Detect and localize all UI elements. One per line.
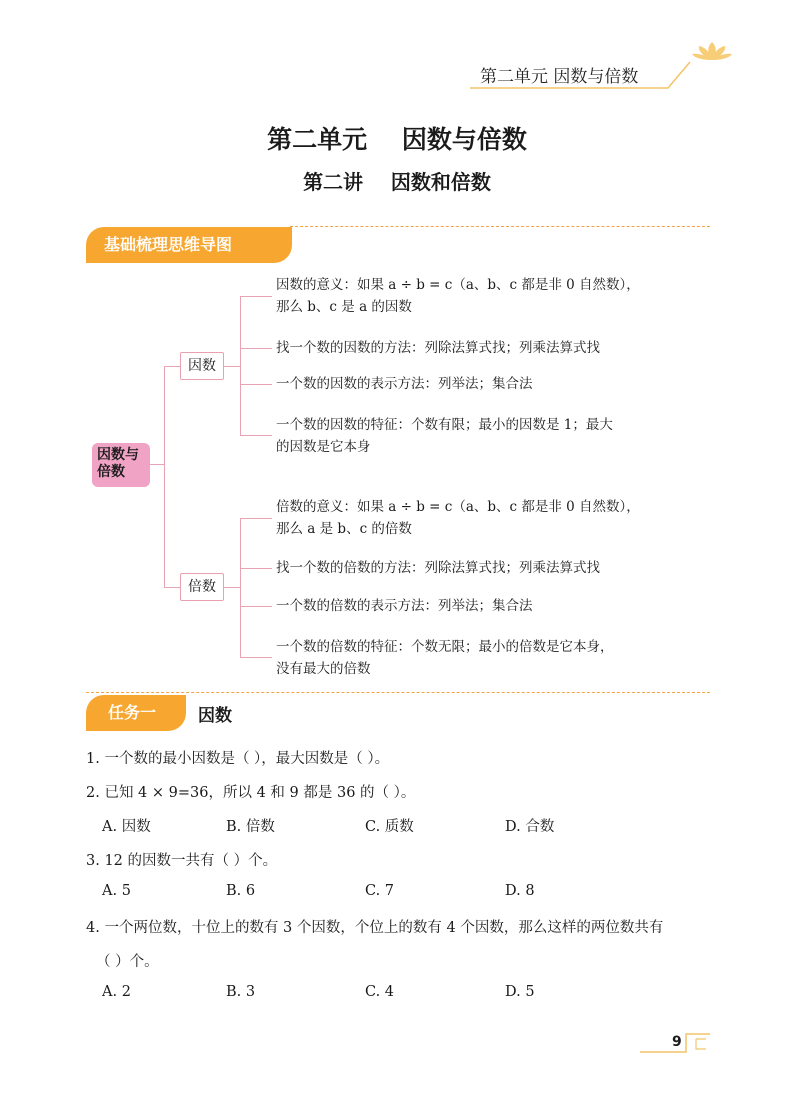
- option-d: D. 合数: [505, 819, 555, 835]
- option-b: B. 倍数: [226, 819, 275, 835]
- page-number: 9: [672, 1034, 682, 1050]
- mindmap-leaf: 找一个数的倍数的方法：列除法算式找；列乘法算式找: [276, 560, 600, 576]
- option-a: A. 2: [102, 984, 131, 1000]
- mindmap-root-node: [92, 443, 150, 487]
- mindmap-branch-factor: [180, 352, 224, 380]
- mindmap-leaf: 一个数的倍数的特征：个数无限；最小的倍数是它本身， 没有最大的倍数: [276, 639, 614, 677]
- unit-title: 第二单元 因数与倍数: [267, 125, 527, 154]
- section-tab-label: 基础梳理思维导图: [104, 235, 233, 254]
- mindmap-branch-factor-label: 因数: [188, 358, 216, 374]
- option-b: B. 6: [226, 883, 256, 899]
- running-header-title: 第二单元 因数与倍数: [480, 67, 639, 87]
- option-a: A. 5: [102, 883, 131, 899]
- question-4: 4. 一个两位数，十位上的数有 3 个因数，个位上的数有 4 个因数，那么这样的两位数共有: [86, 920, 664, 936]
- option-c: C. 质数: [365, 819, 414, 835]
- mindmap-leaf: 一个数的因数的特征：个数有限；最小的因数是 1；最大 的因数是它本身: [276, 417, 613, 455]
- question-4-continued: （ ）个。: [96, 954, 159, 970]
- running-header: [0, 0, 794, 95]
- section-divider: [86, 692, 710, 693]
- lesson-title: 第二讲 因数和倍数: [303, 170, 491, 194]
- mindmap-leaf: 一个数的倍数的表示方法：列举法；集合法: [276, 598, 533, 614]
- section-divider: [290, 226, 710, 227]
- mindmap-leaf: 一个数的因数的表示方法：列举法；集合法: [276, 376, 533, 392]
- mindmap-leaf: 倍数的意义：如果 a ÷ b = c（a、b、c 都是非 0 自然数）， 那么 a 是 b、c 的倍数: [276, 499, 640, 537]
- section-tab-label: 任务一: [108, 703, 157, 722]
- option-a: A. 因数: [102, 819, 151, 835]
- option-c: C. 7: [365, 883, 395, 899]
- section-tab-mindmap: [86, 227, 292, 263]
- mindmap-leaf: 因数的意义：如果 a ÷ b = c（a、b、c 都是非 0 自然数）， 那么 b、c 是 a 的因数: [276, 277, 640, 315]
- task-title: 因数: [198, 706, 232, 726]
- section-tab-task: [86, 695, 186, 731]
- question-1: 1. 一个数的最小因数是（ ），最大因数是（ ）。: [86, 751, 390, 767]
- mindmap-root-label: 因数与倍数: [97, 447, 139, 480]
- option-b: B. 3: [226, 984, 256, 1000]
- option-d: D. 8: [505, 883, 535, 899]
- option-d: D. 5: [505, 984, 535, 1000]
- mindmap-leaf: 找一个数的因数的方法：列除法算式找；列乘法算式找: [276, 340, 600, 356]
- question-2: 2. 已知 4 × 9=36，所以 4 和 9 都是 36 的（ ）。: [86, 785, 416, 801]
- lotus-icon: [692, 42, 732, 60]
- question-3: 3. 12 的因数一共有（ ）个。: [86, 853, 278, 869]
- option-c: C. 4: [365, 984, 395, 1000]
- mindmap-branch-multiple: [180, 573, 224, 601]
- mindmap-branch-multiple-label: 倍数: [188, 579, 216, 595]
